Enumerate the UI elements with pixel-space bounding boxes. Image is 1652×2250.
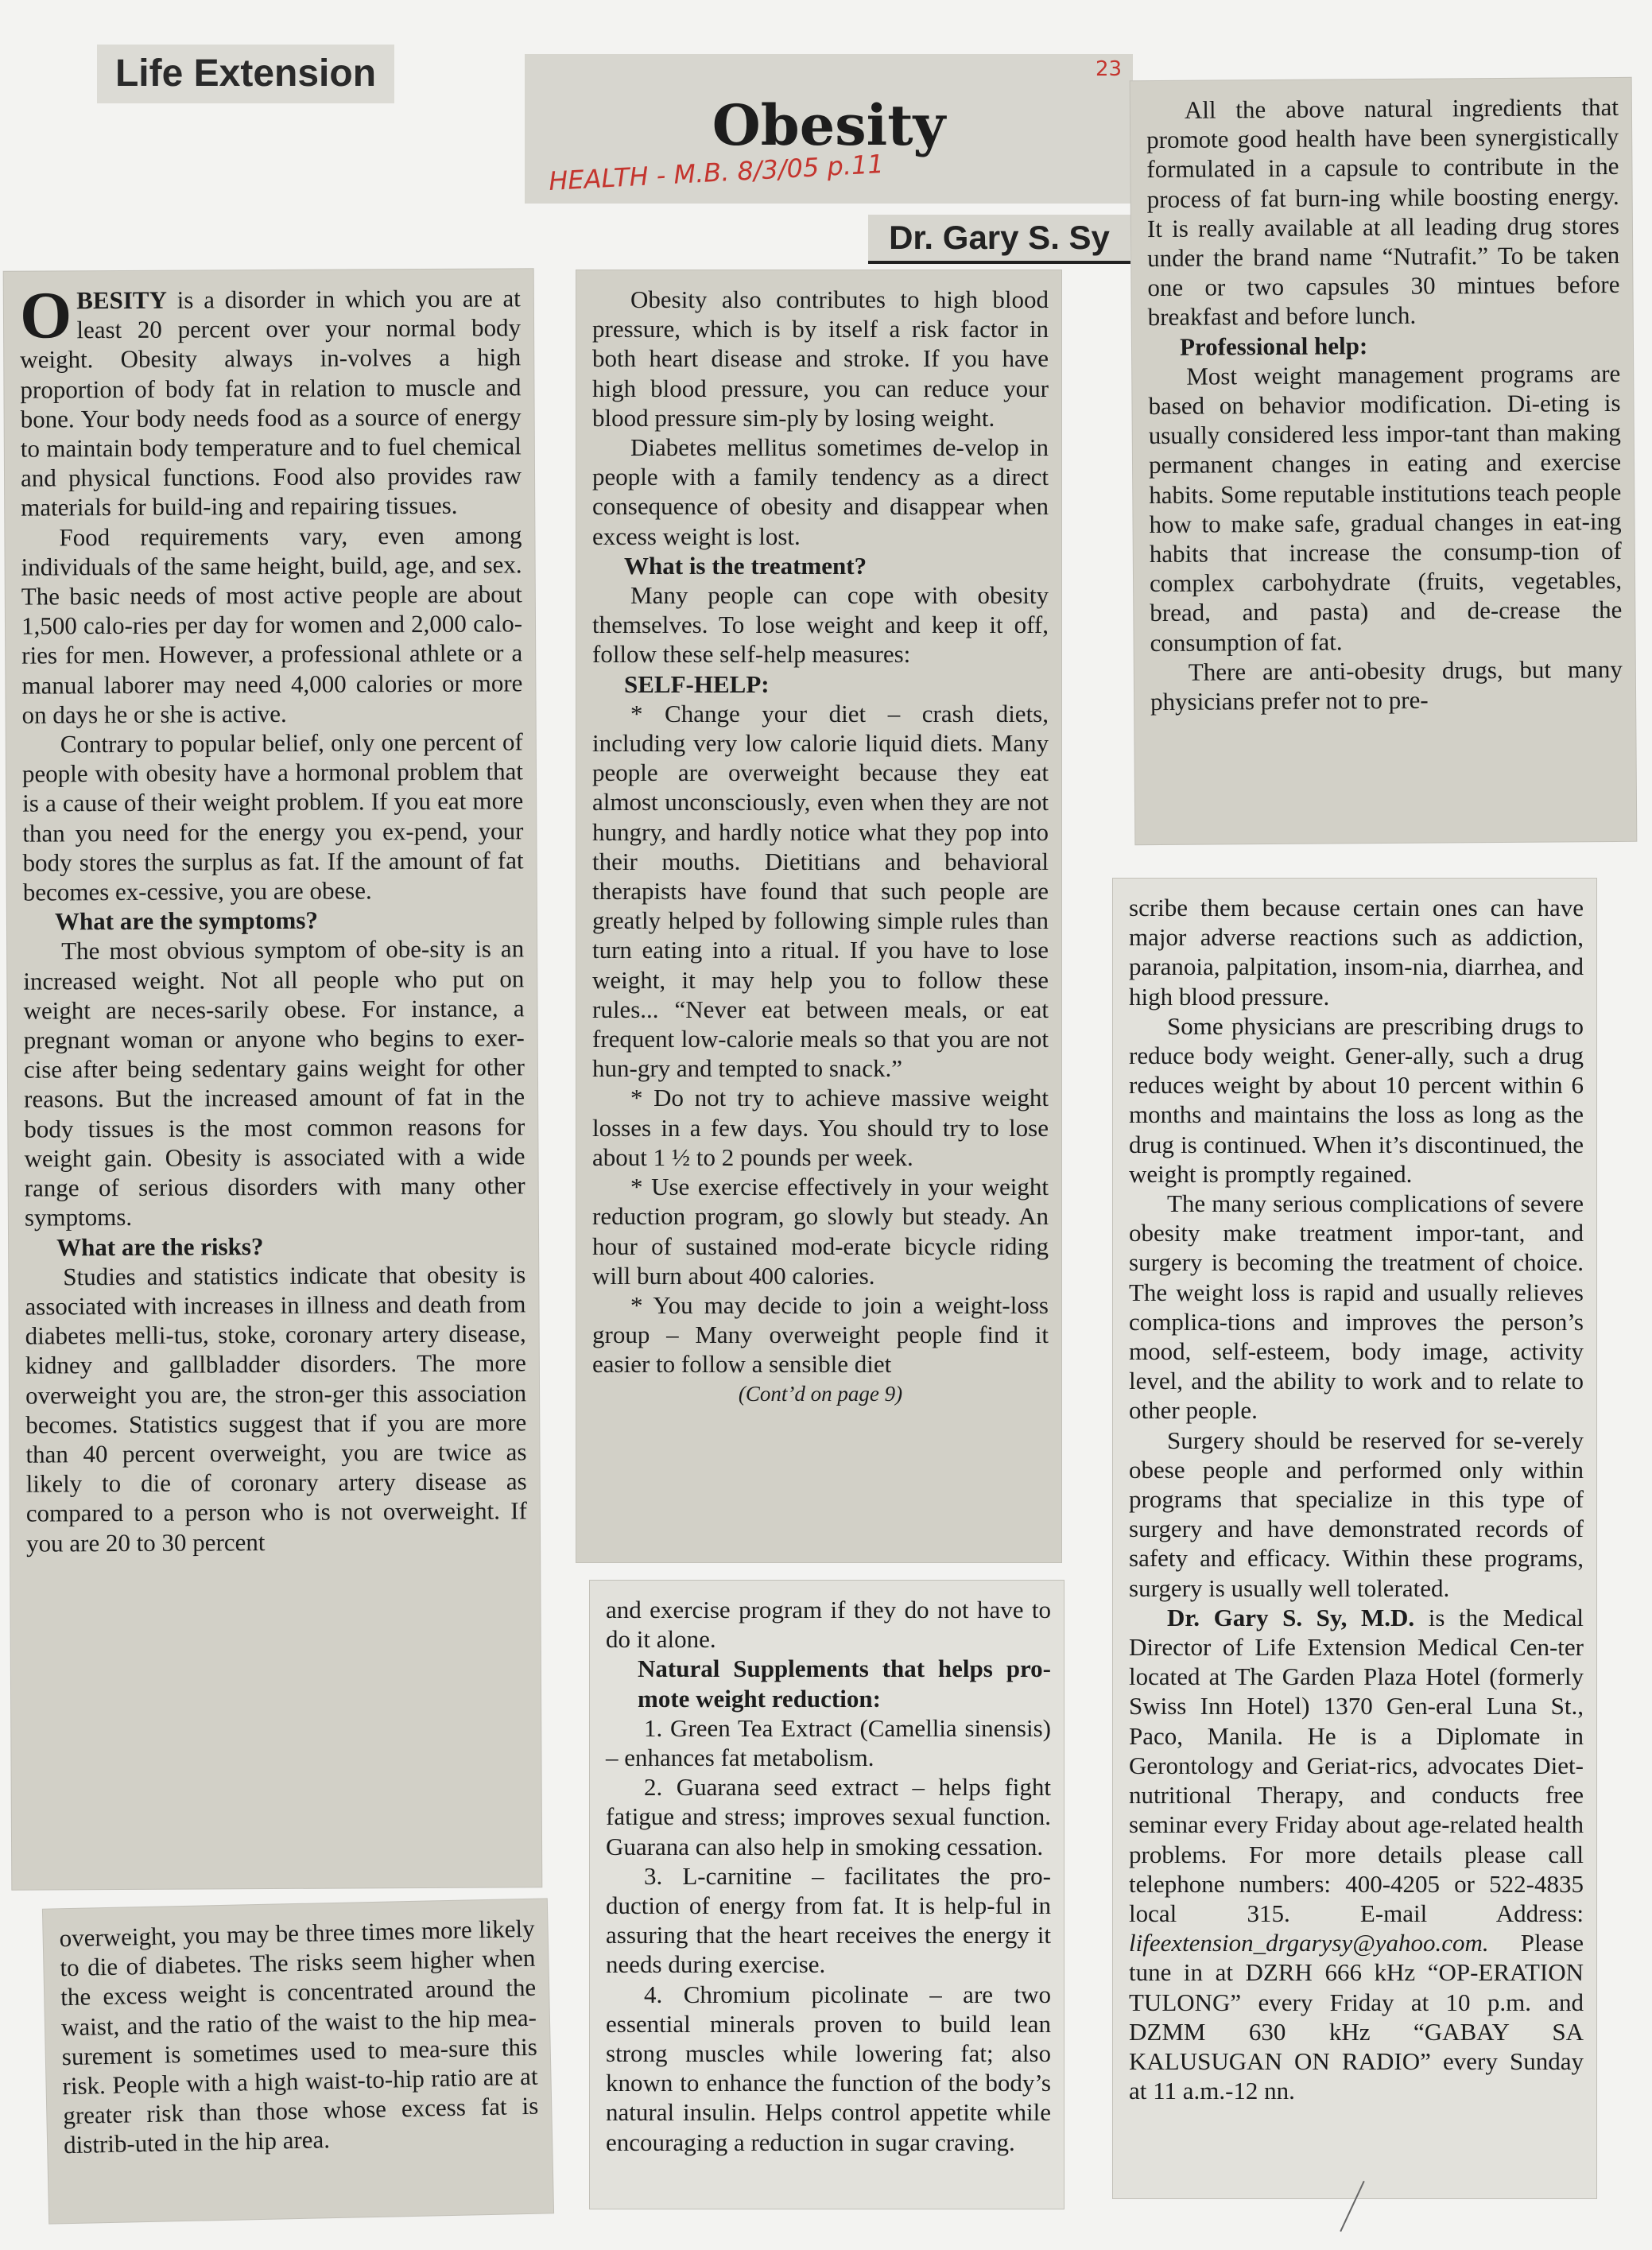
clipping-col1-top (4, 269, 542, 1889)
author-name: Dr. Gary S. Sy, M.D. (1167, 1603, 1415, 1631)
subheading: Natural Supplements that helps pro-mote weight reduction: (638, 1655, 1051, 1713)
drop-cap: O (19, 278, 72, 353)
clipping-col3-top (1130, 78, 1637, 844)
paragraph-text: Please tune in at DZRH 666 kHz “OP-ERATION TULONG” every Friday at 10 p.m. and DZMM 630 kHz “GABAY SA KALUSUGAN ON RADIO” every Sunday at 11 a.m.-12 nn. (1129, 1929, 1584, 2105)
paragraph-text: is a disorder in which you are at least 20 percent over your normal body weight. Obesity always in-volves a high proportion of body fat in relation to muscle and bone. Your body needs food as a source of energy to maintain body temperature and to fuel chemical and physical functions. Food also provides raw materials for build-ing and repairing tissues. (20, 284, 522, 522)
paragraph: Most weight management programs are based on behavior modification. Di-eting is usually considered less impor-tant than making permanent changes in eating and exercise habits. Some reputable institutions teach people how to make safe, gradual changes in eat-ing habits that increase the consump-tion of complex carbohydrate (fruits, vegetables, bread, and pasta) and de-crease the consumption of fat. (1148, 359, 1623, 657)
paragraph (19, 278, 522, 522)
paragraph: Contrary to popular belief, only one percent of people with obesity have a hormonal problem that is a cause of their weight problem. If you eat more than you need for the energy you ex-pend, your body stores the surplus as fat. If the amount of fat becomes ex-cessive, you are obese. (21, 727, 524, 906)
byline: Dr. Gary S. Sy (868, 215, 1130, 264)
paragraph: Obesity also contributes to high blood pressure, which is by itself a risk factor in both heart disease and stroke. If you have high blood pressure, you can reduce your blood pressure sim-ply by losing weight. (592, 285, 1049, 432)
paragraph: and exercise program if they do not have to do it alone. (606, 1596, 1051, 1654)
article-title: Obesity (712, 92, 946, 158)
paragraph: 2. Guarana seed extract – helps fight fatigue and stress; improves sexual function. Guarana can also help in smoking cessation. (606, 1773, 1051, 1860)
paragraph: The most obvious symptom of obe-sity is an increased weight. Not all people who put on weight are neces-sarily obese. For instance, a pregnant woman or anyone who begins to exer-cise after being sedentary gains weight for other reasons. But the increased amount of fat in the body tissues is the most common reasons for weight gain. Obesity is associated with a wide range of serious disorders with many other symptoms. (23, 934, 525, 1232)
paragraph: * Use exercise effectively in your weight reduction program, go slowly but steady. An hour of sustained mod-erate bicycle riding will burn about 400 calories. (592, 1173, 1049, 1290)
clipping-col2-top (576, 270, 1061, 1562)
subheading: Professional help: (1179, 331, 1368, 361)
section-label: Life Extension (97, 45, 394, 103)
email-address: lifeextension_drgarysy@yahoo.com. (1129, 1929, 1489, 1957)
clipping-col2-bottom (590, 1581, 1064, 2209)
paragraph: Some physicians are prescribing drugs to reduce body weight. Gener-ally, such a drug reduces weight by about 10 percent within 6 months and maintains the loss as long as the drug is continued. When it’s discontinued, the weight is promptly regained. (1129, 1011, 1584, 1188)
title-clipping (525, 54, 1133, 204)
paragraph: Diabetes mellitus sometimes de-velop in people with a family tendency as a direct consequence of obesity and disappear when excess weight is lost. (592, 433, 1049, 550)
paragraph: * You may decide to join a weight-loss group – Many overweight people find it easier to follow a sensible diet (592, 1290, 1049, 1379)
paragraph: 3. L-carnitine – facilitates the pro-duction of energy from fat. It is help-ful in assuring that the heart receives the energy it needs during exercise. (606, 1861, 1051, 1979)
paragraph: Food requirements vary, even among individuals of the same height, build, age, and sex. The basic needs of most active people are about 1,500 calo-ries per day for women and 2,000 calo-ries for men. However, a professional athlete or a manual laborer may need 4,000 calories or more on days he or she is active. (21, 520, 523, 729)
subheading: What is the treatment? (624, 551, 867, 580)
paragraph: All the above natural ingredients that promote good health have been synergistically formulated in a capsule to contribute in the process of fat burn-ing while boosting energy. It is really available at all leading drug stores under the brand name “Nutrafit.” To be taken one or two capsules 30 mintues before breakfast and before lunch. (1146, 92, 1620, 332)
paragraph: * Do not try to achieve massive weight losses in a few days. You should try to lose about 1 ½ to 2 pounds per week. (592, 1084, 1049, 1171)
handwritten-note: HEALTH - M.B. 8/3/05 p.11 (548, 148, 885, 197)
paragraph: Many people can cope with obesity themselves. To lose weight and keep it off, follow these self-help measures: (592, 581, 1049, 669)
lead-word: BESITY (76, 285, 168, 315)
subheading: What are the symptoms? (54, 906, 318, 936)
paragraph: * Change your diet – crash diets, including very low calorie liquid diets. Many people are overweight because they eat almost unconsciously, even when they are not hungry, and hardly notice what they pop into their mouths. Dietitians and behavioral therapists have found that such people are greatly helped by following simple rules than turn eating into a ritual. If you have to lose weight, it may help you to follow these rules... “Never eat between meals, or eat frequent low-calorie meals so that you are not hun-gry and tempted to snack.” (592, 699, 1049, 1083)
paragraph: The many serious complications of severe obesity make treatment impor-tant, and surgery is becoming the treatment of choice. The weight loss is rapid and usually relieves complica-tions and improves the person’s mood, self-esteem, body image, activity level, and the ability to work and to relate to other people. (1129, 1189, 1584, 1425)
continuation-note: (Cont’d on page 9) (738, 1381, 903, 1406)
subheading: What are the risks? (56, 1232, 264, 1261)
page-number: 23 (1096, 57, 1123, 81)
clipping-col3-bottom (1113, 879, 1596, 2198)
clipping-col1-bottom (43, 1899, 553, 2223)
paragraph: Studies and statistics indicate that obesity is associated with increases in illness and death from diabetes melli-tus, stoke, coronary artery disease, kidney and gallbladder disorders. The more overweight you are, the stron-ger this association becomes. Statistics suggest that if you are more than 40 percent overweight, you are twice as likely to die of coronary artery disease as compared to a person who is not overweight. If you are 20 to 30 percent (25, 1260, 527, 1558)
author-bio (1129, 1603, 1584, 2105)
paragraph: scribe them because certain ones can have major adverse reactions such as addiction, paranoia, palpitation, insom-nia, diarrhea, and high blood pressure. (1129, 894, 1584, 1011)
paragraph: Surgery should be reserved for se-verely obese people and performed only within programs that specialize in this type of surgery and have demonstrated records of safety and efficacy. Within these programs, surgery is usually well tolerated. (1129, 1426, 1584, 1602)
paragraph: overweight, you may be three times more likely to die of diabetes. The risks seem higher when the excess weight is concentrated around the waist, and the ratio of the waist to the hip mea-surement is sometimes used to mea-sure this risk. People with a high waist-to-hip ratio are at greater risk than those whose excess fat is distrib-uted in the hip area. (59, 1914, 539, 2159)
paragraph: 1. Green Tea Extract (Camellia sinensis) – enhances fat metabolism. (606, 1713, 1051, 1772)
paragraph-text: is the Medical Director of Life Extension Medical Cen-ter located at The Garden Plaza Hotel (formerly Swiss Inn Hotel) 1370 Gen-eral Luna St., Paco, Manila. He is a Diplomate in Gerontology and Geriat-rics, advocates Diet-nutritional Therapy, and conducts free seminar every Friday about age-related health problems. For more details please call telephone numbers: 400-4205 or 522-4835 local 315. E-mail Address: (1129, 1603, 1584, 1927)
paragraph: 4. Chromium picolinate – are two essential minerals proven to build lean strong muscles while lowering fat; also known to enhance the function of the body’s natural insulin. Helps control appetite while encouraging a reduction in sugar craving. (606, 1980, 1051, 2156)
paragraph: There are anti-obesity drugs, but many physicians prefer not to pre- (1150, 654, 1623, 716)
subheading: SELF-HELP: (624, 669, 770, 698)
